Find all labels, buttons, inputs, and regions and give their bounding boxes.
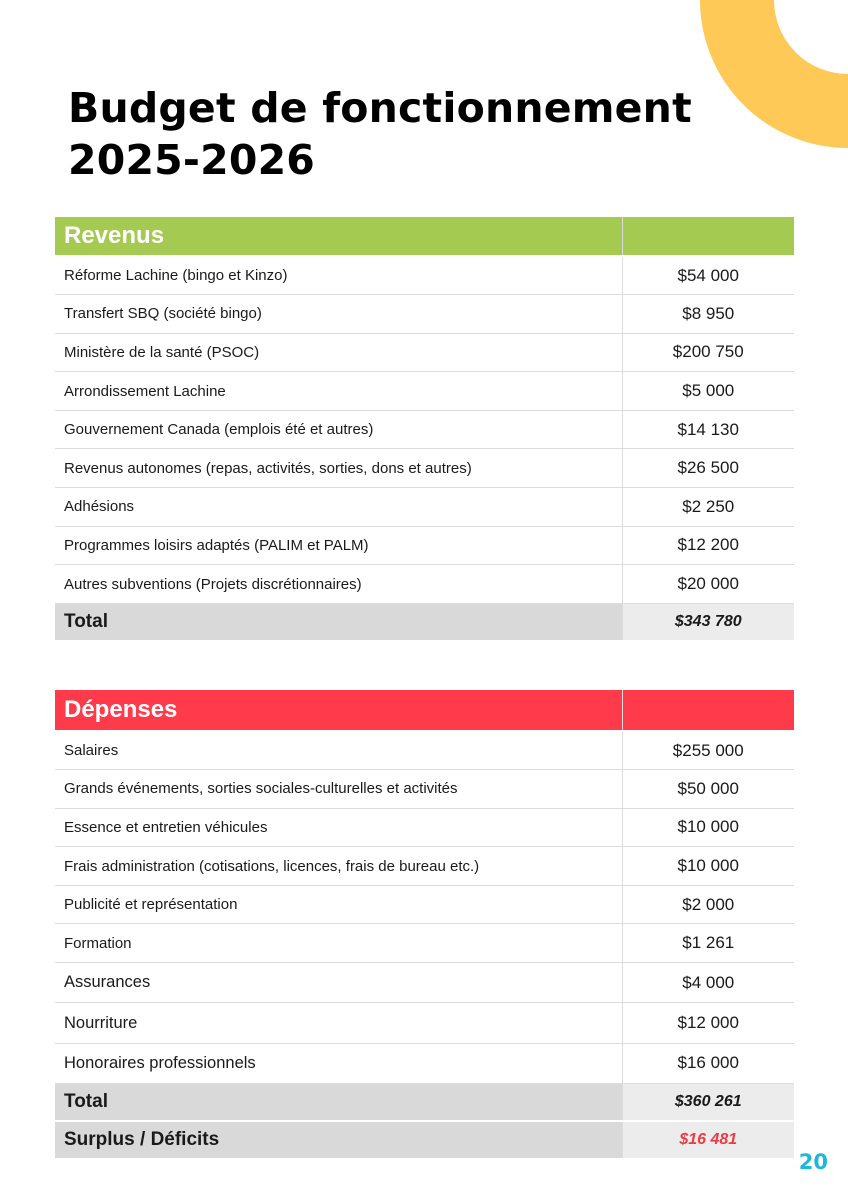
row-amount: $2 000 xyxy=(622,885,794,924)
row-label: Grands événements, sorties sociales-culturelles et activités xyxy=(55,770,622,809)
table-row xyxy=(55,924,794,963)
row-amount: $4 000 xyxy=(622,963,794,1003)
row-label: Programmes loisirs adaptés (PALIM et PALM) xyxy=(55,526,622,565)
row-label: Revenus autonomes (repas, activités, sorties, dons et autres) xyxy=(55,449,622,488)
row-amount: $1 261 xyxy=(622,924,794,963)
page-title-line-2: 2025-2026 xyxy=(68,136,316,184)
revenus-total-row xyxy=(55,603,794,641)
row-amount: $255 000 xyxy=(622,731,794,770)
row-amount: $20 000 xyxy=(622,565,794,604)
table-row xyxy=(55,1043,794,1083)
table-row xyxy=(55,770,794,809)
revenus-total-amount: $343 780 xyxy=(622,603,794,641)
surplus-deficit-amount: $16 481 xyxy=(622,1121,794,1159)
row-amount: $10 000 xyxy=(622,808,794,847)
depenses-header-row xyxy=(55,690,794,731)
table-row xyxy=(55,256,794,295)
row-amount: $16 000 xyxy=(622,1043,794,1083)
row-label: Formation xyxy=(55,924,622,963)
surplus-deficit-label: Surplus / Déficits xyxy=(55,1121,622,1159)
table-row xyxy=(55,885,794,924)
depenses-total-row xyxy=(55,1083,794,1121)
row-amount: $54 000 xyxy=(622,256,794,295)
page-title xyxy=(68,82,692,186)
revenus-header: Revenus xyxy=(55,217,622,256)
depenses-table xyxy=(55,690,794,1160)
row-label: Nourriture xyxy=(55,1003,622,1043)
table-row xyxy=(55,295,794,334)
row-amount: $14 130 xyxy=(622,410,794,449)
table-row xyxy=(55,526,794,565)
depenses-total-amount: $360 261 xyxy=(622,1083,794,1121)
row-amount: $12 000 xyxy=(622,1003,794,1043)
table-row xyxy=(55,372,794,411)
row-label: Autres subventions (Projets discrétionnaires) xyxy=(55,565,622,604)
row-label: Transfert SBQ (société bingo) xyxy=(55,295,622,334)
row-amount: $26 500 xyxy=(622,449,794,488)
depenses-header-amount-cell xyxy=(622,690,794,731)
row-amount: $10 000 xyxy=(622,847,794,886)
row-label: Adhésions xyxy=(55,488,622,527)
revenus-header-amount-cell xyxy=(622,217,794,256)
page-number: 20 xyxy=(798,1150,828,1174)
table-row xyxy=(55,449,794,488)
row-label: Gouvernement Canada (emplois été et autres) xyxy=(55,410,622,449)
revenus-total-label: Total xyxy=(55,603,622,641)
row-label: Honoraires professionnels xyxy=(55,1043,622,1083)
row-label: Ministère de la santé (PSOC) xyxy=(55,333,622,372)
table-row xyxy=(55,963,794,1003)
depenses-header: Dépenses xyxy=(55,690,622,731)
row-amount: $8 950 xyxy=(622,295,794,334)
row-amount: $200 750 xyxy=(622,333,794,372)
table-row xyxy=(55,488,794,527)
table-row xyxy=(55,410,794,449)
table-row xyxy=(55,731,794,770)
revenus-header-row xyxy=(55,217,794,256)
row-amount: $5 000 xyxy=(622,372,794,411)
table-row xyxy=(55,333,794,372)
decorative-yellow-ring xyxy=(700,0,848,148)
row-amount: $50 000 xyxy=(622,770,794,809)
revenus-table xyxy=(55,217,794,642)
page-title-line-1: Budget de fonctionnement xyxy=(68,84,692,132)
table-row xyxy=(55,847,794,886)
row-label: Frais administration (cotisations, licences, frais de bureau etc.) xyxy=(55,847,622,886)
row-label: Essence et entretien véhicules xyxy=(55,808,622,847)
depenses-total-label: Total xyxy=(55,1083,622,1121)
table-row xyxy=(55,565,794,604)
row-label: Assurances xyxy=(55,963,622,1003)
row-label: Publicité et représentation xyxy=(55,885,622,924)
row-amount: $2 250 xyxy=(622,488,794,527)
surplus-deficit-row xyxy=(55,1121,794,1159)
row-label: Réforme Lachine (bingo et Kinzo) xyxy=(55,256,622,295)
table-row xyxy=(55,1003,794,1043)
row-label: Salaires xyxy=(55,731,622,770)
row-amount: $12 200 xyxy=(622,526,794,565)
table-row xyxy=(55,808,794,847)
row-label: Arrondissement Lachine xyxy=(55,372,622,411)
